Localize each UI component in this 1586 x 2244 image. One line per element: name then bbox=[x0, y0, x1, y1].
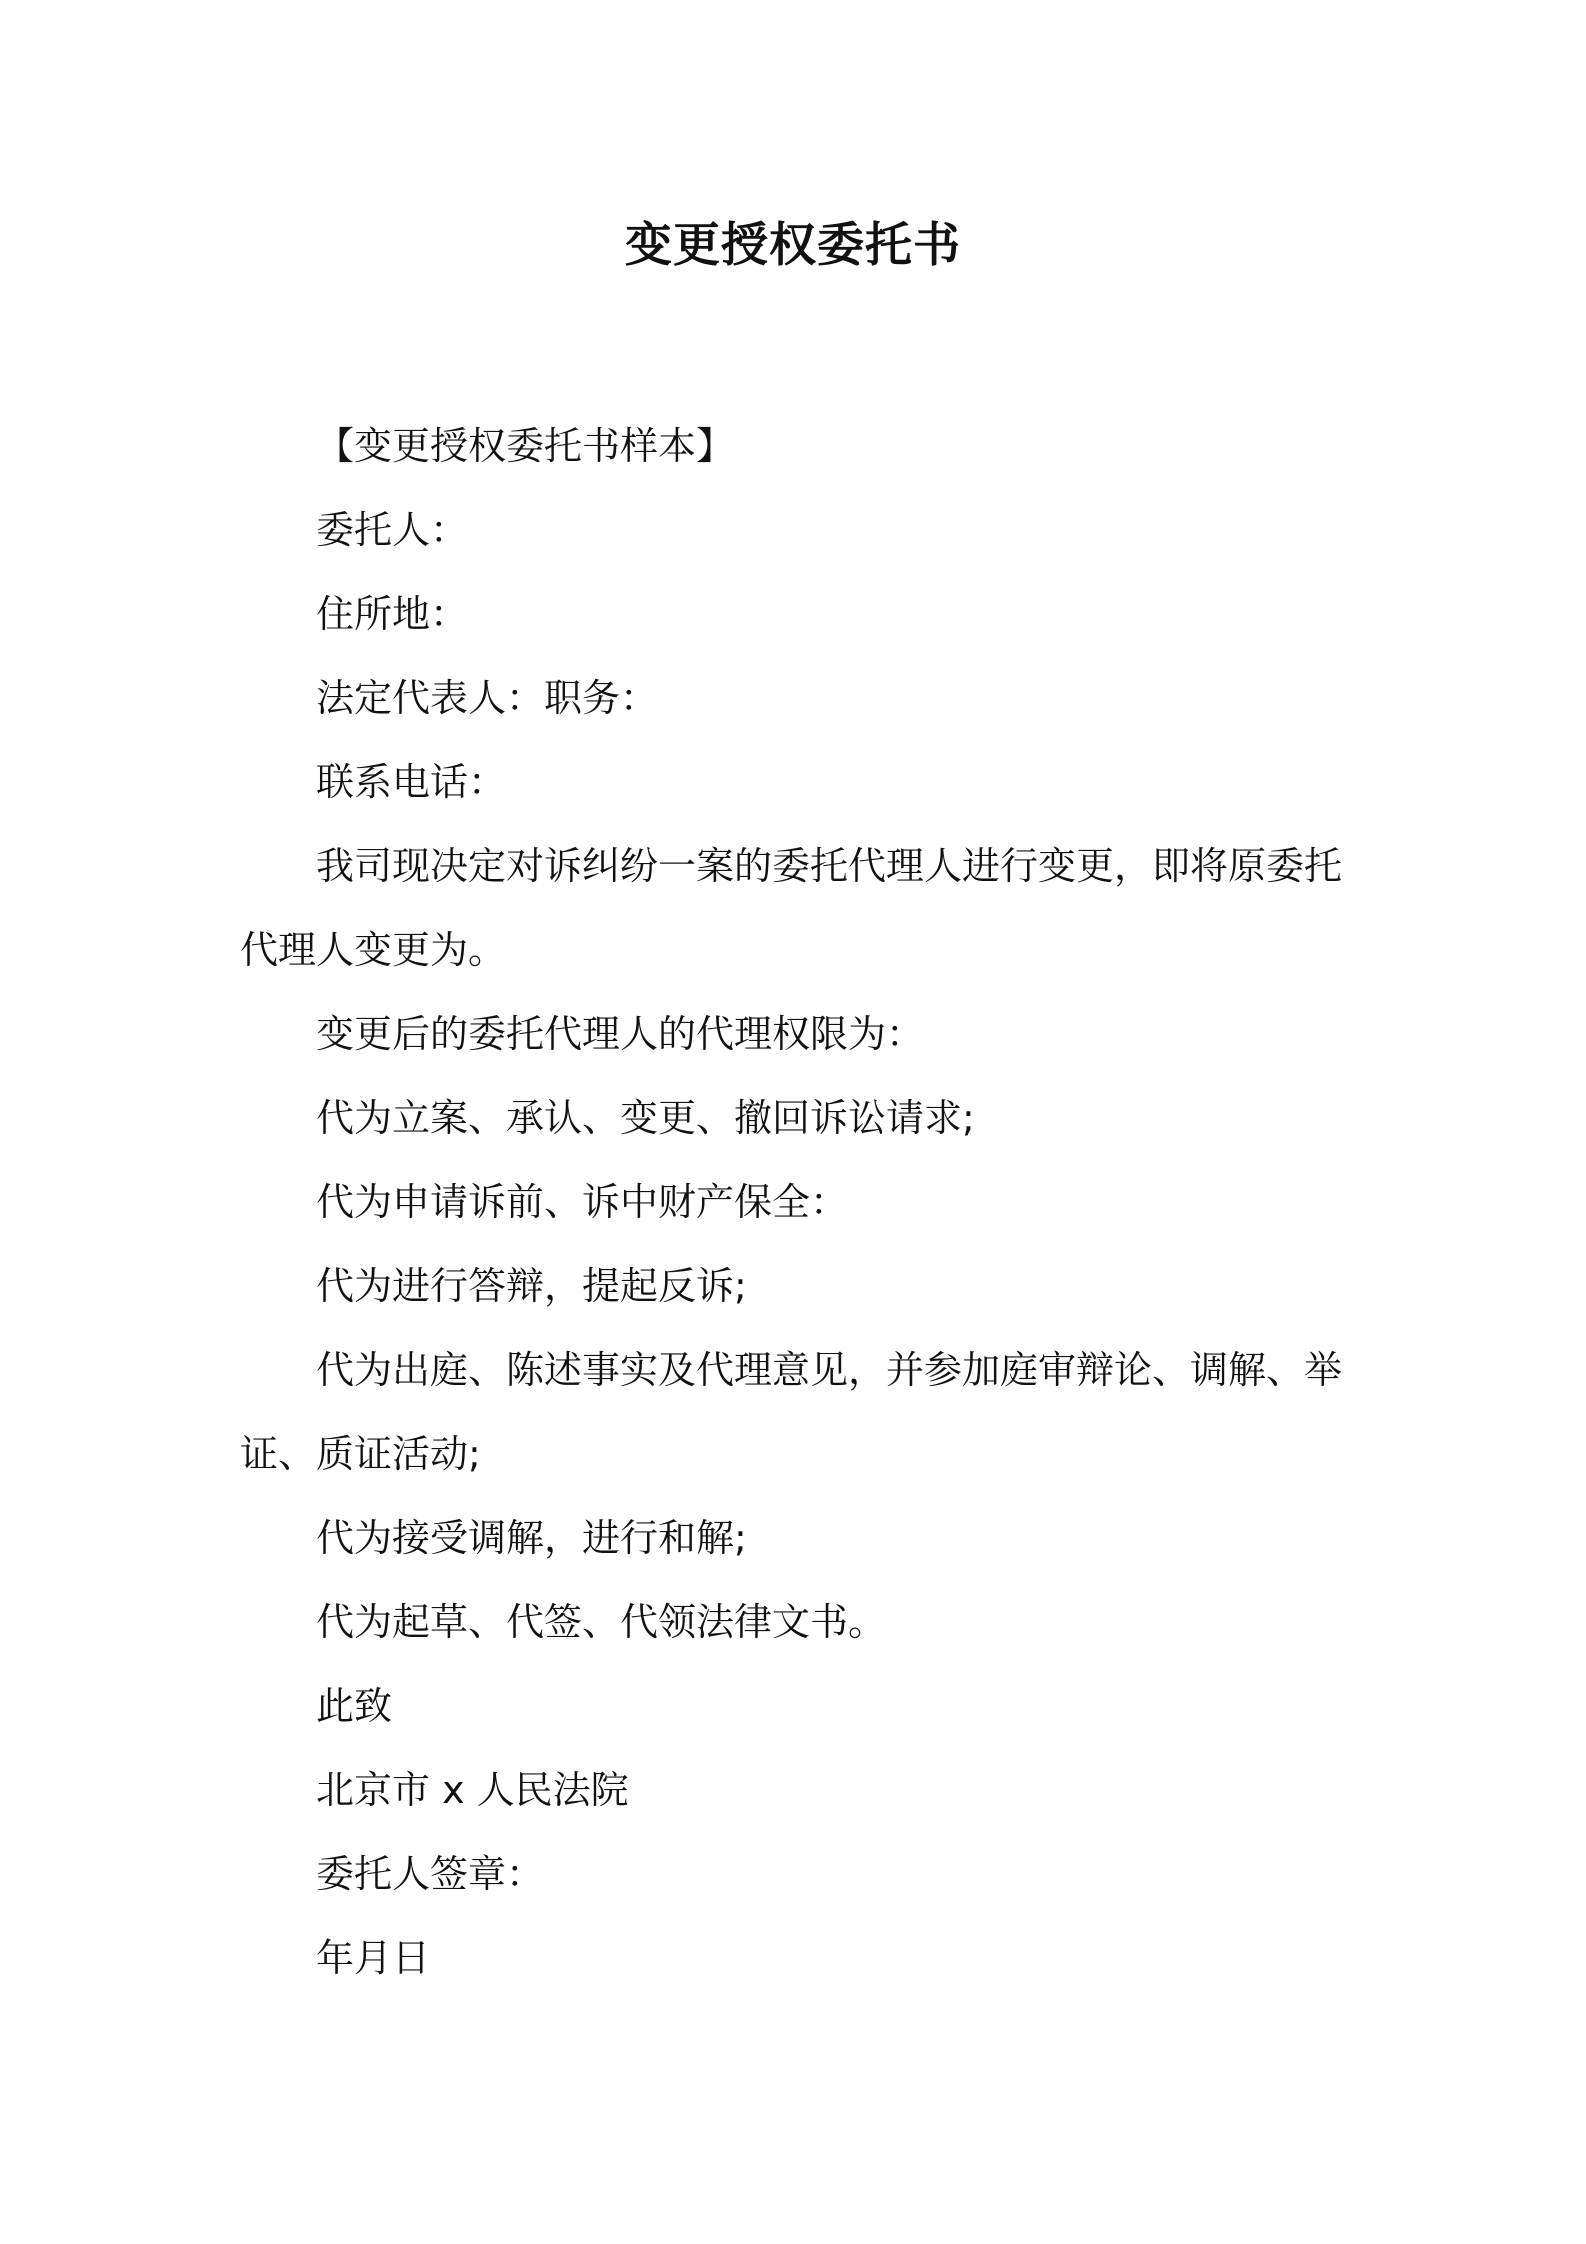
authority-item: 代为起草、代签、代领法律文书。 bbox=[316, 1600, 887, 1644]
principal-field: 委托人： bbox=[316, 508, 469, 552]
document-body bbox=[240, 404, 1365, 2000]
recipient-court: 北京市 x 人民法院 bbox=[316, 1768, 629, 1812]
address-field: 住所地： bbox=[316, 592, 469, 636]
change-statement: 我司现决定对诉纠纷一案的委托代理人进行变更，即将原委托代理人变更为。 bbox=[240, 844, 1343, 972]
sample-heading: 【变更授权委托书样本】 bbox=[316, 424, 735, 468]
phone-field: 联系电话： bbox=[316, 760, 507, 804]
signature-field: 委托人签章： bbox=[316, 1852, 545, 1896]
legal-representative-field: 法定代表人：职务： bbox=[316, 676, 659, 720]
authority-item: 代为出庭、陈述事实及代理意见，并参加庭审辩论、调解、举证、质证活动; bbox=[240, 1348, 1343, 1476]
salutation: 此致 bbox=[316, 1684, 393, 1728]
authority-item: 代为立案、承认、变更、撤回诉讼请求; bbox=[316, 1096, 975, 1140]
document-title: 变更授权委托书 bbox=[625, 218, 961, 273]
date-field: 年月日 bbox=[316, 1936, 431, 1980]
authority-item: 代为进行答辩，提起反诉; bbox=[316, 1264, 747, 1308]
authority-item: 代为接受调解，进行和解; bbox=[316, 1516, 747, 1560]
authority-intro: 变更后的委托代理人的代理权限为： bbox=[316, 1012, 925, 1056]
authority-item: 代为申请诉前、诉中财产保全： bbox=[316, 1180, 849, 1224]
